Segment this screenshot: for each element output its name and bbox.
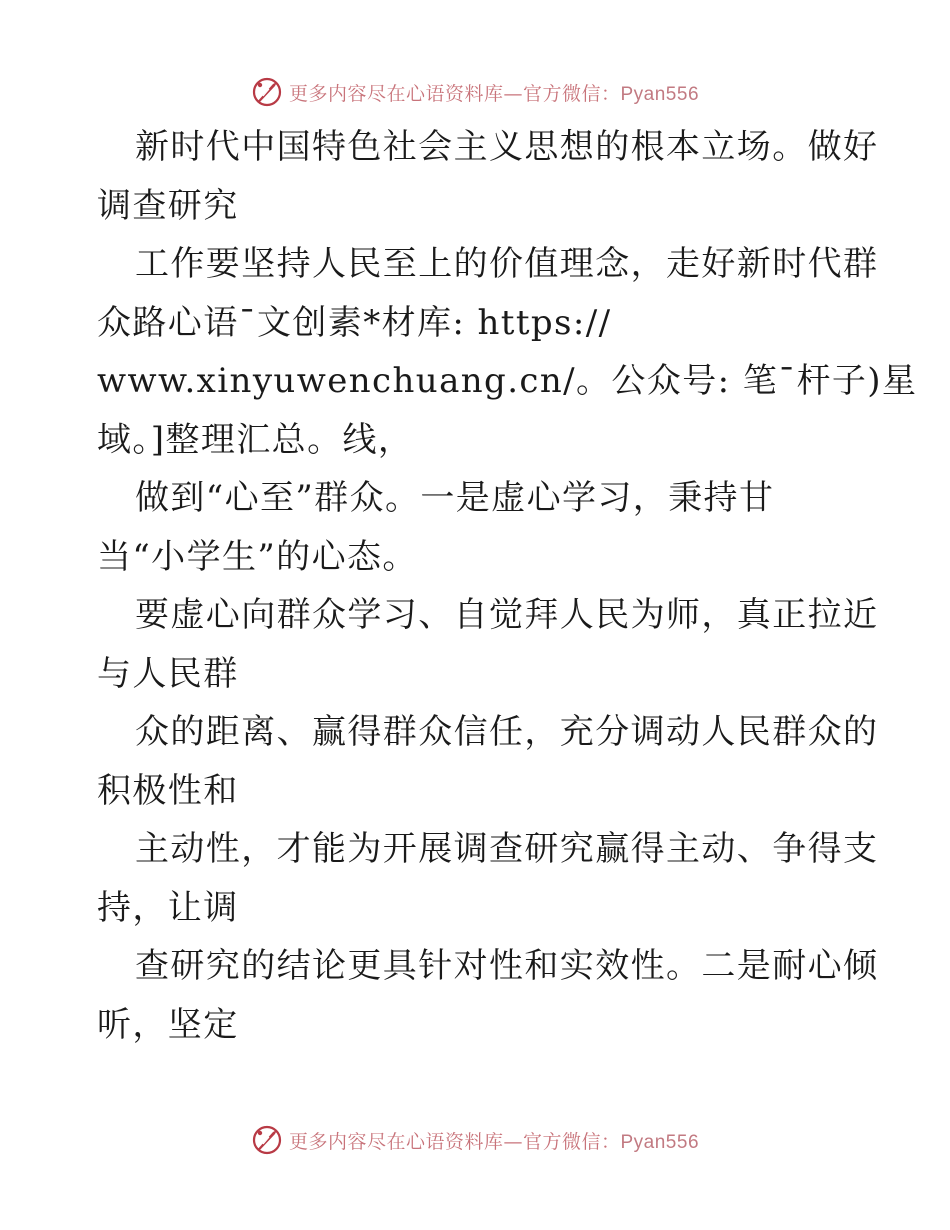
text-line: 工作要坚持人民至上的价值理念，走好新时代群 — [135, 244, 879, 284]
text-line: 调查研究 — [97, 185, 239, 226]
footer-banner — [0, 1120, 950, 1160]
quill-pen-logo-icon — [251, 1124, 283, 1156]
text-line: 要虚心向群众学习、自觉拜人民为师，真正拉近 — [135, 595, 879, 635]
text-line: 查研究的结论更具针对性和实效性。二是耐心倾 — [135, 946, 879, 986]
text-line: www.xinyuwenchuang.cn/。公众号: 笔¯杆子)星 — [97, 361, 918, 401]
text-line: 积极性和 — [97, 770, 239, 811]
text-line: 众的距离、赢得群众信任，充分调动人民群众的 — [135, 712, 879, 752]
text-line: 众路心语¯文创素*材库: https:// — [97, 302, 612, 343]
text-line: 做到“心至”群众。一是虚心学习，秉持甘 — [135, 478, 775, 518]
text-line: 域。]整理汇总。线， — [97, 419, 414, 460]
text-line: 新时代中国特色社会主义思想的根本立场。做好 — [135, 127, 879, 167]
text-line: 与人民群 — [97, 653, 239, 694]
header-banner — [0, 72, 950, 112]
header-wechat-id: Pyan556 — [620, 83, 700, 105]
text-line: 主动性，才能为开展调查研究赢得主动、争得支 — [135, 829, 879, 869]
quill-pen-logo-icon — [251, 76, 283, 108]
header-banner-text: 更多内容尽在心语资料库—官方微信：Pyan556 — [288, 82, 700, 105]
text-line: 听，坚定 — [97, 1004, 239, 1045]
footer-wechat-id: Pyan556 — [620, 1131, 700, 1153]
footer-banner-text: 更多内容尽在心语资料库—官方微信：Pyan556 — [288, 1130, 700, 1153]
text-line: 当“小学生”的心态。 — [97, 536, 418, 577]
document-body — [97, 118, 918, 1054]
text-line: 持，让调 — [97, 887, 239, 928]
